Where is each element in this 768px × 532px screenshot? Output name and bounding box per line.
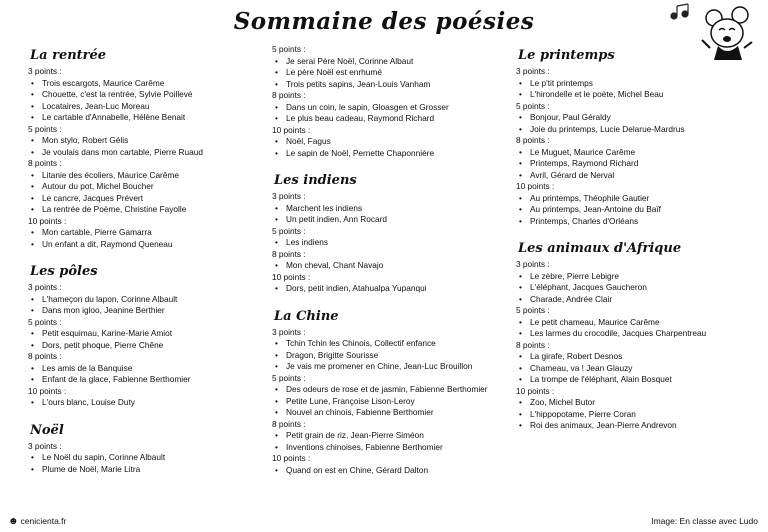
poem-item: • La rentrée de Poème, Christine Fayolle	[28, 204, 268, 216]
poem-item: • Le sapin de Noël, Pernette Chaponnière	[272, 148, 512, 160]
poem-item: • Noël, Fagus	[272, 136, 512, 148]
points-label: 8 points :	[272, 248, 306, 259]
poem-list	[28, 135, 268, 158]
poem-item: • Chouette, c'est la rentrée, Sylvie Poillevé	[28, 89, 268, 101]
poem-list	[516, 193, 756, 228]
poem-list	[272, 237, 512, 249]
column-1	[28, 48, 268, 489]
poem-item: • Trois petits sapins, Jean-Louis Vanham	[272, 79, 512, 91]
poem-item: • Tchin Tchin les Chinois, Collectif enfance	[272, 338, 512, 350]
points-label: 3 points :	[28, 440, 62, 451]
poem-item: • Chameau, va ! Jean Glauzy	[516, 363, 756, 375]
poem-item: • Dans un coin, le sapin, Gloasgen et Grosser	[272, 102, 512, 114]
poem-list	[28, 227, 268, 250]
section-title: Les animaux d'Afrique	[518, 241, 682, 256]
poem-list	[272, 203, 512, 226]
poem-item: • Le plus beau cadeau, Raymond Richard	[272, 113, 512, 125]
poem-item: • Je serai Père Noël, Corinne Albaut	[272, 56, 512, 68]
poem-item: • Joie du printemps, Lucie Delarue-Mardrus	[516, 124, 756, 136]
poem-item: • La trompe de l'éléphant, Alain Bosquet	[516, 374, 756, 386]
points-label: 10 points :	[272, 124, 311, 135]
poem-item: • L'hippopotame, Pierre Coran	[516, 409, 756, 421]
poem-list	[28, 170, 268, 216]
poem-list	[272, 260, 512, 272]
section-title: La rentrée	[30, 48, 107, 63]
poem-item: • Mon stylo, Robert Gélis	[28, 135, 268, 147]
poem-list	[28, 294, 268, 317]
poem-item: • Le p'tit printemps	[516, 78, 756, 90]
points-label: 3 points :	[28, 66, 62, 76]
poem-list	[516, 317, 756, 340]
points-label: 8 points :	[272, 90, 306, 100]
poem-item: • Inventions chinoises, Fabienne Berthomier	[272, 442, 512, 454]
poem-list	[28, 78, 268, 124]
points-label: 3 points :	[28, 282, 62, 292]
points-label: 8 points :	[28, 158, 62, 168]
points-label: 5 points :	[272, 44, 306, 54]
poem-item: • Dors, petit indien, Atahualpa Yupanqui	[272, 283, 512, 295]
poem-item: • Plume de Noël, Marie Litra	[28, 464, 268, 476]
poem-item: • Au printemps, Théophile Gautier	[516, 193, 756, 205]
points-label: 10 points :	[28, 215, 67, 226]
poem-item: • Petite Lune, Françoise Lison-Leroy	[272, 396, 512, 408]
poem-item: • Le petit chameau, Maurice Carême	[516, 317, 756, 329]
poem-item: • Un petit indien, Ann Rocard	[272, 214, 512, 226]
poem-item: • Je voulais dans mon cartable, Pierre Ruaud	[28, 147, 268, 159]
points-label: 10 points :	[272, 271, 311, 282]
poem-item: • Marchent les indiens	[272, 203, 512, 215]
column-3	[516, 48, 756, 446]
points-label: 5 points :	[272, 225, 306, 236]
poem-list	[28, 452, 268, 475]
poem-list	[516, 271, 756, 306]
page-title: Sommaine des poésies	[233, 8, 535, 35]
footer-image-credit: Image: En classe avec Ludo	[651, 516, 758, 526]
poem-section	[272, 309, 512, 477]
poem-item: • Les indiens	[272, 237, 512, 249]
poem-section	[28, 48, 268, 250]
poem-list	[28, 397, 268, 409]
poem-section	[272, 44, 512, 159]
poem-item: • Au printemps, Jean-Antoine du Baïf	[516, 204, 756, 216]
column-2	[272, 44, 512, 490]
points-label: 8 points :	[28, 351, 62, 361]
poem-list	[28, 363, 268, 386]
points-label: 5 points :	[272, 372, 306, 383]
poem-item: • Petit grain de riz, Jean-Pierre Siméon	[272, 430, 512, 442]
points-label: 10 points :	[272, 453, 311, 463]
points-label: 5 points :	[28, 123, 62, 134]
poem-item: • Printemps, Raymond Richard	[516, 158, 756, 170]
poem-item: • Bonjour, Paul Géraldy	[516, 112, 756, 124]
poem-list	[516, 351, 756, 386]
poem-list	[272, 384, 512, 419]
poem-item: • Nouvel an chinois, Fabienne Berthomier	[272, 407, 512, 419]
poem-item: • La girafe, Robert Desnos	[516, 351, 756, 363]
poem-section	[28, 264, 268, 409]
poem-item: • Le Muguet, Maurice Carême	[516, 147, 756, 159]
points-label: 8 points :	[516, 135, 550, 145]
poem-item: • Litanie des écoliers, Maurice Carême	[28, 170, 268, 182]
poem-item: • Autour du pot, Michel Boucher	[28, 181, 268, 193]
points-label: 5 points :	[28, 316, 62, 327]
poem-item: • Avril, Gérard de Nerval	[516, 170, 756, 182]
section-title: Noël	[30, 422, 64, 438]
points-label: 8 points :	[516, 339, 550, 350]
points-label: 8 points :	[272, 418, 306, 429]
poem-item: • L'hirondelle et le poète, Michel Beau	[516, 89, 756, 101]
poem-section	[516, 241, 756, 432]
section-title: La Chine	[274, 308, 339, 324]
poem-item: • Dors, petit phoque, Pierre Chêne	[28, 340, 268, 352]
poem-item: • Des odeurs de rose et de jasmin, Fabienne Berthomier	[272, 384, 512, 396]
points-label: 5 points :	[516, 100, 550, 111]
poem-item: • Quand on est en Chine, Gérard Dalton	[272, 465, 512, 477]
poem-item: • L'hameçon du lapon, Corinne Albault	[28, 294, 268, 306]
poem-item: • Le cancre, Jacques Prévert	[28, 193, 268, 205]
poem-item: • Dans mon igloo, Jeanine Berthier	[28, 305, 268, 317]
poem-list	[516, 147, 756, 182]
poem-section	[516, 48, 756, 227]
poem-item: • Le père Noël est enrhumé	[272, 67, 512, 79]
poem-list	[28, 328, 268, 351]
poem-list	[272, 430, 512, 453]
footer-site: cenicienta.fr	[20, 516, 67, 526]
poem-item: • L'éléphant, Jacques Gaucheron	[516, 282, 756, 294]
points-label: 3 points :	[516, 66, 550, 76]
points-label: 10 points :	[516, 181, 555, 191]
section-title: Les pôles	[30, 264, 98, 279]
poem-section	[28, 423, 268, 476]
points-label: 5 points :	[516, 305, 550, 315]
mouse-head-icon: ☻	[8, 516, 19, 527]
section-title: Le printemps	[518, 48, 615, 63]
footer-credit	[8, 516, 66, 527]
poem-list	[272, 338, 512, 373]
points-label: 10 points :	[28, 385, 67, 396]
points-label: 10 points :	[516, 385, 555, 396]
poem-item: • Trois escargots, Maurice Carême	[28, 78, 268, 90]
poem-item: • Roi des animaux, Jean-Pierre Andrevon	[516, 420, 756, 432]
poem-item: • Le cartable d'Annabelle, Hélène Benait	[28, 112, 268, 124]
poem-item: • Je vais me promener en Chine, Jean-Luc Brouillon	[272, 361, 512, 373]
poem-list	[516, 112, 756, 135]
poem-item: • L'ours blanc, Louise Duty	[28, 397, 268, 409]
points-label: 3 points :	[516, 259, 550, 269]
poem-item: • Les larmes du crocodile, Jacques Charpentreau	[516, 328, 756, 340]
poem-list	[272, 283, 512, 295]
poem-item: • Le zèbre, Pierre Lebigre	[516, 271, 756, 283]
poem-list	[272, 56, 512, 91]
poem-list	[272, 465, 512, 477]
poem-list	[272, 102, 512, 125]
section-title: Les indiens	[274, 173, 357, 188]
poem-item: • Un enfant a dit, Raymond Queneau	[28, 239, 268, 251]
poem-list	[516, 78, 756, 101]
poem-item: • Mon cheval, Chant Navajo	[272, 260, 512, 272]
poem-item: • Petit esquimau, Karine-Marie Amiot	[28, 328, 268, 340]
poem-section	[272, 173, 512, 295]
poem-item: • Charade, Andrée Clair	[516, 294, 756, 306]
mouse-mascot-icon	[660, 2, 760, 62]
poem-item: • Dragon, Brigitte Sourisse	[272, 350, 512, 362]
poem-item: • Locataires, Jean-Luc Moreau	[28, 101, 268, 113]
poem-item: • Enfant de la glace, Fabienne Berthomier	[28, 374, 268, 386]
poem-item: • Printemps, Charles d'Orléans	[516, 216, 756, 228]
poem-item: • Zoo, Michel Butor	[516, 397, 756, 409]
points-label: 3 points :	[272, 191, 306, 201]
points-label: 3 points :	[272, 326, 306, 337]
poem-item: • Le Noël du sapin, Corinne Albault	[28, 452, 268, 464]
poem-item: • Mon cartable, Pierre Gamarra	[28, 227, 268, 239]
poem-item: • Les amis de la Banquise	[28, 363, 268, 375]
poem-list	[272, 136, 512, 159]
poem-list	[516, 397, 756, 432]
